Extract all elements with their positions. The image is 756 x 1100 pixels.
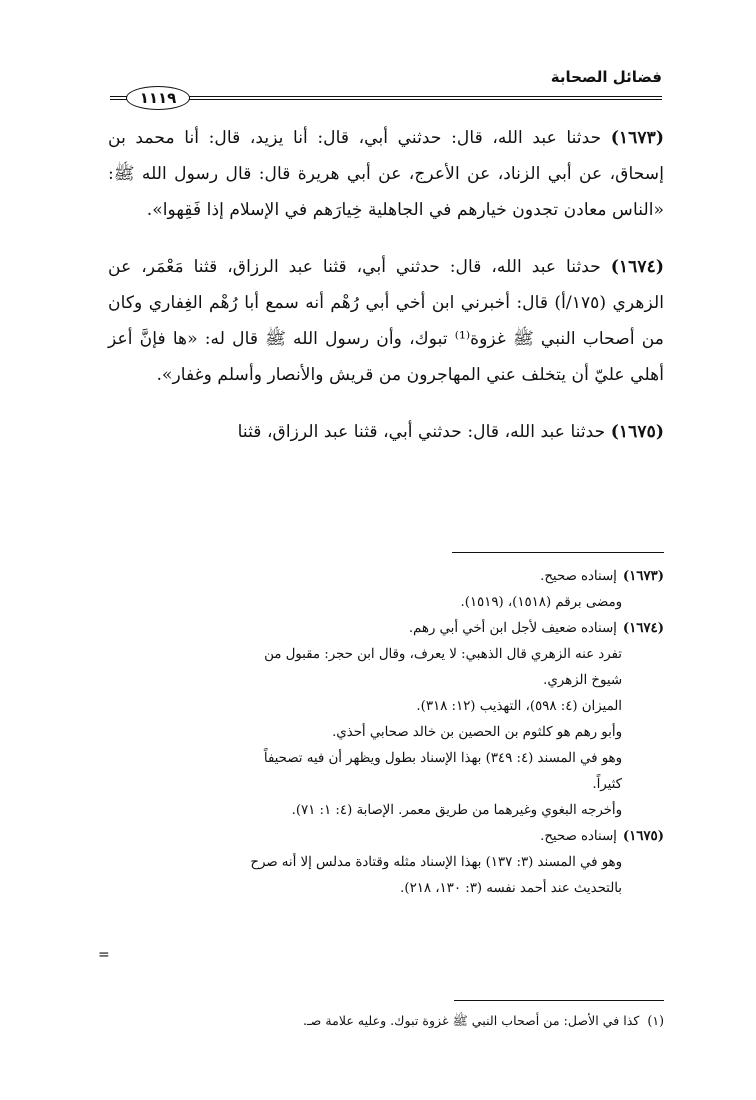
text-line: أنا محمد بن إسحاق، عن أبي الزناد، عن الأعرج، عن أبي هريرة — [108, 128, 664, 184]
hadith-number: (١٦٧٤) — [610, 257, 664, 277]
footnote-separator — [454, 1000, 664, 1001]
text-line: مَعْمَر، عن الزهري (١٧٥/أ) قال: أخبرني ابن أخي أبي رُهْم أنه سمع — [108, 257, 664, 313]
running-title: فضائل الصحابة — [550, 68, 662, 86]
note-1675 — [110, 824, 664, 902]
note-number: (١٦٧٣) — [622, 569, 664, 584]
footnote-number: (١) — [647, 1013, 664, 1028]
header-rule — [110, 96, 662, 97]
note-line: كثيراً. — [592, 777, 622, 792]
text-line: حدثنا عبد الله، قال: حدثني أبي، قثنا عبد الرزاق، قثنا — [193, 257, 601, 277]
note-number: (١٦٧٤) — [622, 621, 664, 636]
note-number: (١٦٧٥) — [622, 829, 664, 844]
hadith-1674 — [108, 249, 664, 393]
hadith-1673 — [108, 120, 664, 228]
text-line: خِيارَهم في الإسلام إذا فَقِهوا». — [146, 200, 363, 220]
hadith-number: (١٦٧٣) — [610, 128, 664, 148]
main-text — [108, 120, 664, 471]
continuation-mark: = — [98, 947, 110, 963]
note-line: ومضى برقم (١٥١٨)، (١٥١٩). — [460, 595, 622, 610]
note-first-line: إسناده صحيح. — [540, 569, 617, 584]
text-line: أبا رُهْم الغِفاري وكان من أصحاب النبي ﷺ غزوة⁽¹⁾ تبوك، وأن — [108, 293, 664, 349]
notes — [110, 564, 664, 902]
note-1673 — [110, 564, 664, 616]
note-line: بالتحديث عند أحمد نفسه (٣: ١٣٠، ٢١٨). — [400, 881, 622, 896]
note-line: وأخرجه البغوي وغيرهما من طريق معمر. الإصابة (٤: ١: ٧١). — [291, 803, 622, 818]
note-1674 — [110, 616, 664, 824]
text-line: حدثنا عبد الله، قال: حدثني أبي، قال: أنا يزيد، قال: — [208, 128, 602, 148]
footnote — [110, 1010, 664, 1032]
text-line: المهاجرون من قريش والأنصار وأسلم وغفار». — [156, 365, 481, 385]
note-line: وأبو رهم هو كلثوم بن الحصين بن خالد صحابي أحذي. — [332, 725, 622, 740]
note-line: وهو في المسند (٣: ١٣٧) بهذا الإسناد مثله وقتادة مدلس إلا أنه صرح — [250, 855, 622, 870]
header-rule-double — [110, 99, 662, 100]
note-line: تفرد عنه الزهري قال الذهبي: لا يعرف، وقال ابن حجر: مقبول من — [264, 647, 622, 662]
note-line: الميزان (٤: ٥٩٨)، التهذيب (١٢: ٣١٨). — [416, 699, 622, 714]
note-line: وهو في المسند (٤: ٣٤٩) بهذا الإسناد بطول ويظهر أن فيه تصحيفاً — [263, 751, 622, 766]
note-line: شيوخ الزهري. — [543, 673, 622, 688]
hadith-number: (١٦٧٥) — [610, 422, 664, 442]
text-line: قال: قال رسول الله ﷺ: «الناس معادن تجدون خيارهم في الجاهلية — [108, 164, 664, 220]
page-number: ١١١٩ — [126, 86, 190, 110]
hadith-1675 — [108, 414, 664, 450]
note-first-line: إسناده ضعيف لأجل ابن أخي أبي رهم. — [408, 621, 617, 636]
text-line: رسول الله ﷺ قال له: «ها فإنَّ أعز أهلي عليّ أن يتخلف عني — [108, 329, 664, 385]
note-first-line: إسناده صحيح. — [540, 829, 617, 844]
notes-separator — [452, 552, 664, 553]
footnote-text: كذا في الأصل: من أصحاب النبي ﷺ غزوة تبوك. وعليه علامة صـ. — [302, 1013, 640, 1028]
text-line: حدثنا عبد الله، قال: حدثني أبي، قثنا عبد الرزاق، قثنا — [237, 422, 606, 442]
